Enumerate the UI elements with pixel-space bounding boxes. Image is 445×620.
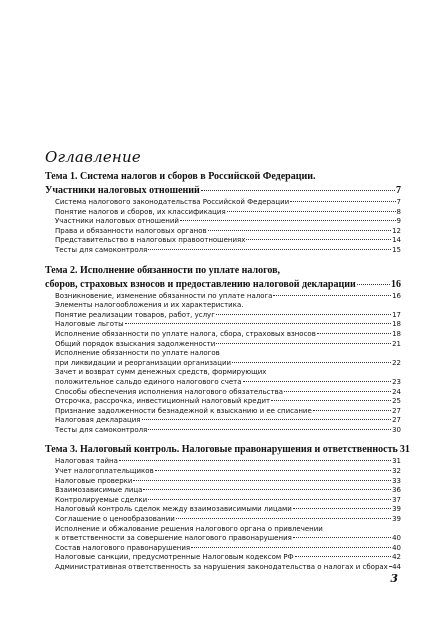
section-title-line: Тема 1. Система налогов и сборов в Российской Федерации.: [45, 171, 316, 182]
dot-leader: [148, 429, 391, 430]
dot-leader: [246, 239, 391, 240]
toc-entry-page: 9: [396, 217, 401, 226]
dot-leader: [293, 508, 391, 509]
section-title-text: Тема 3. Налоговый контроль. Налоговые правонарушения и ответственность: [45, 444, 398, 456]
toc-entry-page: 36: [392, 486, 401, 495]
section-page-number: 7: [396, 185, 401, 196]
dot-leader: [317, 333, 391, 334]
toc-entry-label: Налоговые санкции, предусмотренные Налоговым кодексом РФ: [55, 553, 294, 562]
toc-entry-label: при ликвидации и реорганизации организации: [55, 358, 232, 367]
toc-entry-label: Налоговые проверки: [55, 476, 133, 485]
toc-entry-page: 8: [396, 207, 401, 216]
toc-entry: [55, 246, 401, 256]
toc-entry: [55, 477, 401, 487]
toc-entry-page: 25: [392, 397, 401, 406]
dot-leader: [357, 284, 390, 285]
toc-entry: [55, 467, 401, 477]
toc-entry-page: 16: [392, 291, 401, 300]
toc-entry: [55, 505, 401, 515]
toc-entry-page: 22: [392, 358, 401, 367]
toc-entry-label: Налоговые льготы: [55, 320, 124, 329]
toc-entry-label: Взаимозависимые лица: [55, 486, 143, 495]
toc-entry-label: Налоговая декларация: [55, 416, 141, 425]
toc-entry: [55, 534, 401, 544]
toc-entry-page: 12: [392, 226, 401, 235]
dot-leader: [191, 547, 391, 548]
toc-entry-page: 18: [392, 329, 401, 338]
toc-entry-label: Соглашение о ценообразовании: [55, 515, 175, 524]
toc-entry: [55, 292, 401, 302]
dot-leader: [389, 566, 391, 567]
toc-entry-page: 27: [392, 406, 401, 415]
toc-entry-page: 39: [392, 505, 401, 514]
toc-entry-page: 24: [392, 387, 401, 396]
toc-entry-page: 40: [392, 543, 401, 552]
toc-entry-page: 33: [392, 476, 401, 485]
section-title-text: Участники налоговых отношений: [45, 185, 200, 196]
toc-entry-label: Права и обязанности налоговых органов: [55, 226, 207, 235]
section-title: [45, 184, 401, 198]
dot-leader: [216, 343, 391, 344]
dot-leader: [148, 499, 391, 500]
dot-leader: [227, 211, 396, 212]
toc-entry-page: 44: [392, 563, 401, 571]
dot-leader: [155, 470, 391, 471]
toc-entry-page: 31: [392, 457, 401, 466]
toc-heading: Оглавление: [45, 148, 141, 166]
dot-leader: [180, 220, 396, 221]
toc-entry: [55, 198, 401, 208]
toc-entry-label: Тесты для самоконтроля: [55, 425, 148, 434]
toc-entry-line: Зачет и возврат сумм денежных средств, формирующих: [55, 368, 267, 377]
toc-entry: [55, 330, 401, 340]
toc-entry-label: Состав налогового правонарушения: [55, 543, 191, 552]
toc-entry-page: 7: [396, 198, 401, 206]
toc-section: [45, 264, 401, 436]
section-title: [45, 443, 410, 457]
dot-leader: [293, 537, 391, 538]
dot-leader: [142, 419, 392, 420]
section-title-text: сборов, страховых взносов и предоставлению налоговой декларации: [45, 278, 356, 290]
toc-entry: [55, 227, 401, 237]
toc-entry: [55, 311, 401, 321]
toc-entry-label: Понятие налогов и сборов, их классификация: [55, 207, 226, 216]
toc-entry-label: Понятие реализации товаров, работ, услуг: [55, 310, 215, 319]
dot-leader: [313, 410, 391, 411]
toc-entry: [55, 426, 401, 436]
toc-entry-label: к ответственности за совершение налогового правонарушения: [55, 534, 292, 543]
dot-leader: [201, 190, 395, 191]
toc-entry-line: Исполнение обязанности по уплате налогов: [55, 349, 220, 358]
toc-entry-page: 17: [392, 310, 401, 319]
toc-entry: [55, 236, 401, 246]
dot-leader: [273, 295, 391, 296]
toc-entry-page: 32: [392, 467, 401, 476]
toc-entry: [55, 208, 401, 218]
page-number: 3: [390, 572, 398, 585]
toc-entry-page: 21: [392, 339, 401, 348]
toc-entry-line: Исполнение и обжалование решения налогового органа о привлечении: [55, 524, 323, 533]
toc-entry: [55, 217, 401, 227]
toc-entry-label: Учет налогоплательщиков: [55, 467, 154, 476]
dot-leader: [290, 201, 395, 202]
toc-entry-label: Представительство в налоговых правоотношениях: [55, 236, 246, 245]
toc-section: [45, 170, 401, 256]
toc-entry-label: Тесты для самоконтроля: [55, 245, 148, 254]
toc-entry: [55, 544, 401, 554]
toc-entry: [55, 397, 401, 407]
toc-entry-label: Признание задолженности безнадежной к взысканию и ее списание: [55, 406, 312, 415]
toc-entry-label: Система налогового законодательства Российской Федерации: [55, 198, 290, 206]
toc-entry-label: положительное сальдо единого налогового счета: [55, 377, 242, 386]
toc-entry-page: 27: [392, 416, 401, 425]
dot-leader: [148, 249, 391, 250]
toc-entry: [55, 416, 401, 426]
section-page-number: 16: [391, 278, 401, 290]
toc-entry: [55, 515, 401, 525]
table-of-contents: [45, 170, 410, 581]
toc-entry: [55, 563, 401, 573]
section-title: [45, 278, 401, 292]
toc-entry-label: Налоговая тайна: [55, 457, 118, 466]
dot-leader: [295, 556, 391, 557]
dot-leader: [176, 518, 391, 519]
toc-entry: [55, 359, 401, 369]
toc-entry: [55, 378, 401, 388]
toc-entry: [55, 340, 401, 350]
toc-entry-page: 23: [392, 377, 401, 386]
toc-entry: [55, 388, 401, 398]
toc-entry-label: Возникновение, изменение обязанности по уплате налога: [55, 291, 273, 300]
toc-entry-page: 30: [392, 425, 401, 434]
toc-entry-label: Административная ответственность за нарушения законодательства о налогах и сборах: [55, 563, 388, 571]
section-page-number: 31: [399, 444, 410, 456]
dot-leader: [232, 362, 391, 363]
section-title-line: Тема 2. Исполнение обязанности по уплате налогов,: [45, 264, 281, 276]
toc-entry-page: 37: [392, 495, 401, 504]
toc-entry-label: Участники налоговых отношений: [55, 217, 179, 226]
dot-leader: [133, 480, 391, 481]
dot-leader: [216, 314, 391, 315]
dot-leader: [143, 489, 391, 490]
toc-entry: [55, 486, 401, 496]
dot-leader: [208, 230, 391, 231]
toc-entry-label: Контролируемые сделки: [55, 495, 148, 504]
toc-section: [45, 443, 410, 572]
toc-entry-label: Общий порядок взыскания задолженности: [55, 339, 216, 348]
toc-entry: [55, 496, 401, 506]
toc-entry-label: Отсрочка, рассрочка, инвестиционный налоговый кредит: [55, 397, 271, 406]
dot-leader: [271, 400, 391, 401]
toc-entry-page: 14: [392, 236, 401, 245]
dot-leader: [243, 381, 392, 382]
toc-entry: [55, 553, 401, 563]
toc-entry: [55, 457, 401, 467]
toc-entry-page: 18: [392, 320, 401, 329]
dot-leader: [125, 323, 391, 324]
dot-leader: [119, 460, 391, 461]
toc-entry-page: 42: [392, 553, 401, 562]
toc-entry-label: Исполнение обязанности по уплате налога, сбора, страховых взносов: [55, 329, 316, 338]
toc-entry-label: Налоговый контроль сделок между взаимозависимыми лицами: [55, 505, 292, 514]
toc-entry-page: 15: [392, 245, 401, 254]
dot-leader: [284, 391, 391, 392]
toc-entry: [55, 320, 401, 330]
toc-entry: [55, 407, 401, 417]
toc-entry-line: Элементы налогообложения и их характеристика.: [55, 301, 244, 310]
toc-entry-label: Способы обеспечения исполнения налогового обязательства: [55, 387, 284, 396]
toc-entry-page: 39: [392, 515, 401, 524]
toc-entry-page: 40: [392, 534, 401, 543]
